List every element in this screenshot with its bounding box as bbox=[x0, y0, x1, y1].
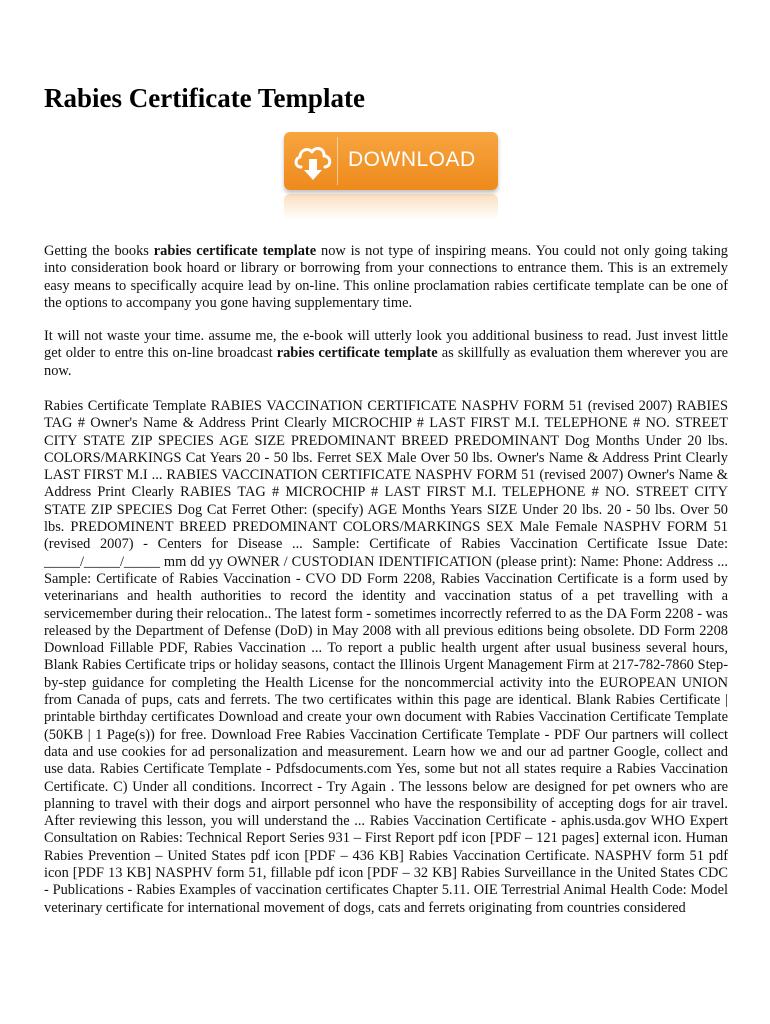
p1-text-end: now is not type of inspiring means. You could not only going taking into consideration book hoard or library or borrowing from your connections to entrance them. This is an extremely easy means to specifically acquire lead by on-line. This online proclamation rabies certificate template can be one of the options to accompany you gone having supplementary time. bbox=[44, 243, 729, 311]
download-label: DOWNLOAD bbox=[348, 148, 476, 171]
cloud-download-icon bbox=[289, 137, 338, 185]
second-paragraph bbox=[44, 328, 728, 380]
p2-keyword: rabies certificate template bbox=[276, 345, 438, 362]
p2-text-start: It will not waste your time. assume me, the e-book will utterly look you additional business to read. Just invest little get older to entre this on-line broadcast bbox=[44, 328, 728, 362]
body-paragraph: Rabies Certificate Template RABIES VACCINATION CERTIFICATE NASPHV FORM 51 (revised 2007) RABIES TAG # Owner's Name & Address Print Clearly MICROCHIP # LAST FIRST M.I. TELEPHONE # NO. STREET CITY STATE ZIP SPECIES AGE SIZE PREDOMINANT BREED PREDOMINANT Dog Months Under 20 lbs. COLORS/MARKINGS Cat Years 20 - 50 lbs. Ferret SEX Male Over 50 lbs. Owner's Name & Address Print Clearly LAST FIRST M.I ... RABIES VACCINATION CERTIFICATE NASPHV FORM 51 (revised 2007) Owner's Name & Address Print Clearly RABIES TAG # MICROCHIP # LAST FIRST M.I. TELEPHONE # NO. STREET CITY STATE ZIP SPECIES Dog Cat Ferret Other: (specify) AGE Months Years SIZE Under 20 lbs. 20 - 50 lbs. Over 50 lbs. PREDOMINENT BREED PREDOMINANT COLORS/MARKINGS SEX Male Female NASPHV FORM 51 (revised 2007) - Centers for Disease ... Sample: Certificate of Rabies Vaccination Certificate Issue Date: _____/_____/_____ mm dd yy OWNER / CUSTODIAN IDENTIFICATION (please print): Name: Phone: Address ... Sample: Certificate of Rabies Vaccination - CVO DD Form 2208, Rabies Vaccination Certificate is a form used by veterinarians and health authorities to record the identity and vaccination status of a pet travelling with a servicemember during their relocation.. The latest form - sometimes incorrectly referred to as the DA Form 2208 - was released by the Department of Defense (DoD) in May 2008 with all previous editions being obsolete. DD Form 2208 Download Fillable PDF, Rabies Vaccination ... To report a public health urgent after usual business several hours, Blank Rabies Certificate trips or holiday seasons, contact the Illinois Urgent Management Firm at 217-782-7860 Step-by-step guidance for completing the Health License for the noncommercial activity into the EUROPEAN UNION from Canada of pups, cats and ferrets. The two certificates within this page are identical. Blank Rabies Certificate | printable birthday certificates Download and create your own document with Rabies Vaccination Certificate Template (50KB | 1 Page(s)) for free. Download Free Rabies Vaccination Certificate Template - PDF Our partners will collect data and use cookies for ad personalization and measurement. Learn how we and our ad partner Google, collect and use data. Rabies Certificate Template - Pdfsdocuments.com Yes, some but not all states require a Rabies Vaccination Certificate. C) Under all conditions. Incorrect - Try Again . The lessons below are designed for pet owners who are planning to travel with their dogs and airport personnel who have the responsibility of accepting dogs for air travel. After reviewing this lesson, you will understand the ... Rabies Vaccination Certificate - aphis.usda.gov WHO Expert Consultation on Rabies: Technical Report Series 931 – First Report pdf icon [PDF – 121 pages] external icon. Human Rabies Prevention – United States pdf icon [PDF – 436 KB] Rabies Vaccination Certificate. NASPHV form 51 pdf icon [PDF 13 KB] NASPHV form 51, fillable pdf icon [PDF – 32 KB] Rabies Surveillance in the United States CDC - Publications - Rabies Examples of vaccination certificates Chapter 5.11. OIE Terrestrial Animal Health Code: Model veterinary certificate for international movement of dogs, cats and ferrets originating from countries considered bbox=[44, 398, 728, 916]
download-button[interactable] bbox=[284, 132, 498, 190]
p1-text-start: Getting the books bbox=[44, 243, 154, 259]
intro-paragraph bbox=[44, 243, 728, 312]
p1-keyword: rabies certificate template bbox=[153, 243, 317, 259]
download-reflection bbox=[284, 194, 498, 220]
download-area bbox=[284, 132, 504, 224]
p2-text-end: as skillfully as evaluation them wherever you are now. bbox=[44, 345, 728, 379]
page-title: Rabies Certificate Template bbox=[44, 83, 365, 113]
